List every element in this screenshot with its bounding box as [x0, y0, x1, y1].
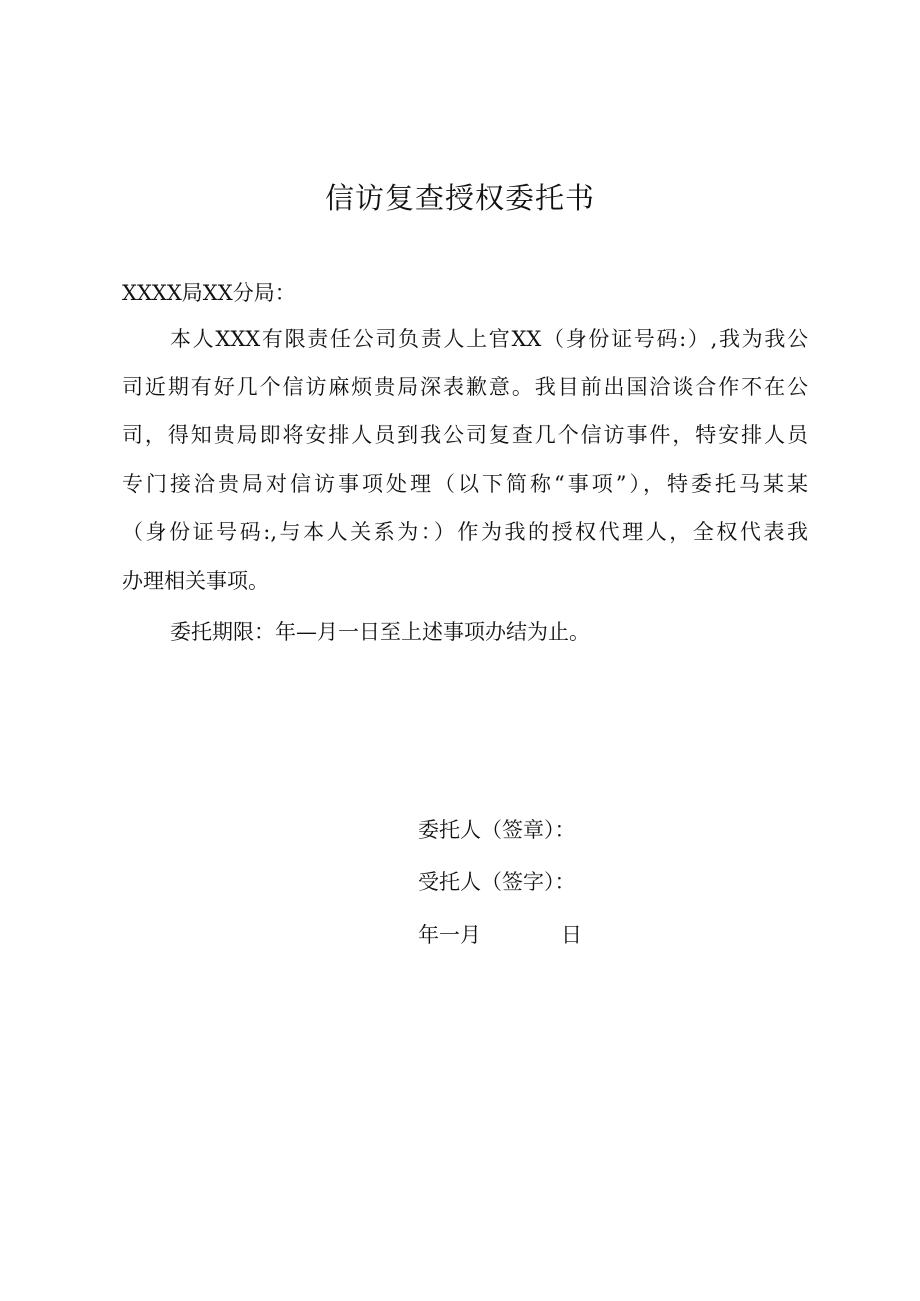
body-line-2: 司近期有好几个信访麻烦贵局深表歉意。我目前出国洽谈合作不在公: [122, 375, 808, 399]
body-line-1: 本人XXX有限责任公司负责人上官XX（身份证号码:）,我为我公: [170, 327, 808, 351]
body-line-3: 司，得知贵局即将安排人员到我公司复查几个信访事件，特安排人员: [122, 423, 808, 447]
signature-date: [418, 920, 582, 950]
body-line-4: 专门接洽贵局对信访事项处理（以下简称“事项”），特委托马某某: [122, 472, 808, 496]
principal-signature-label: 委托人（签章）：: [418, 818, 576, 842]
agent-signature-label: 受托人（签字）：: [418, 870, 576, 894]
date-prefix: 年一月: [418, 923, 481, 947]
body-line-5: （身份证号码:,与本人关系为：）作为我的授权代理人，全权代表我: [122, 520, 808, 544]
salutation: XXXX局XX分局：: [122, 281, 296, 305]
term-line: 委托期限：年—月一日至上述事项办结为止。: [170, 620, 590, 644]
body-line-6: 办理相关事项。: [122, 569, 269, 593]
date-suffix: 日: [561, 923, 582, 947]
document-title: 信访复查授权委托书: [324, 181, 595, 215]
